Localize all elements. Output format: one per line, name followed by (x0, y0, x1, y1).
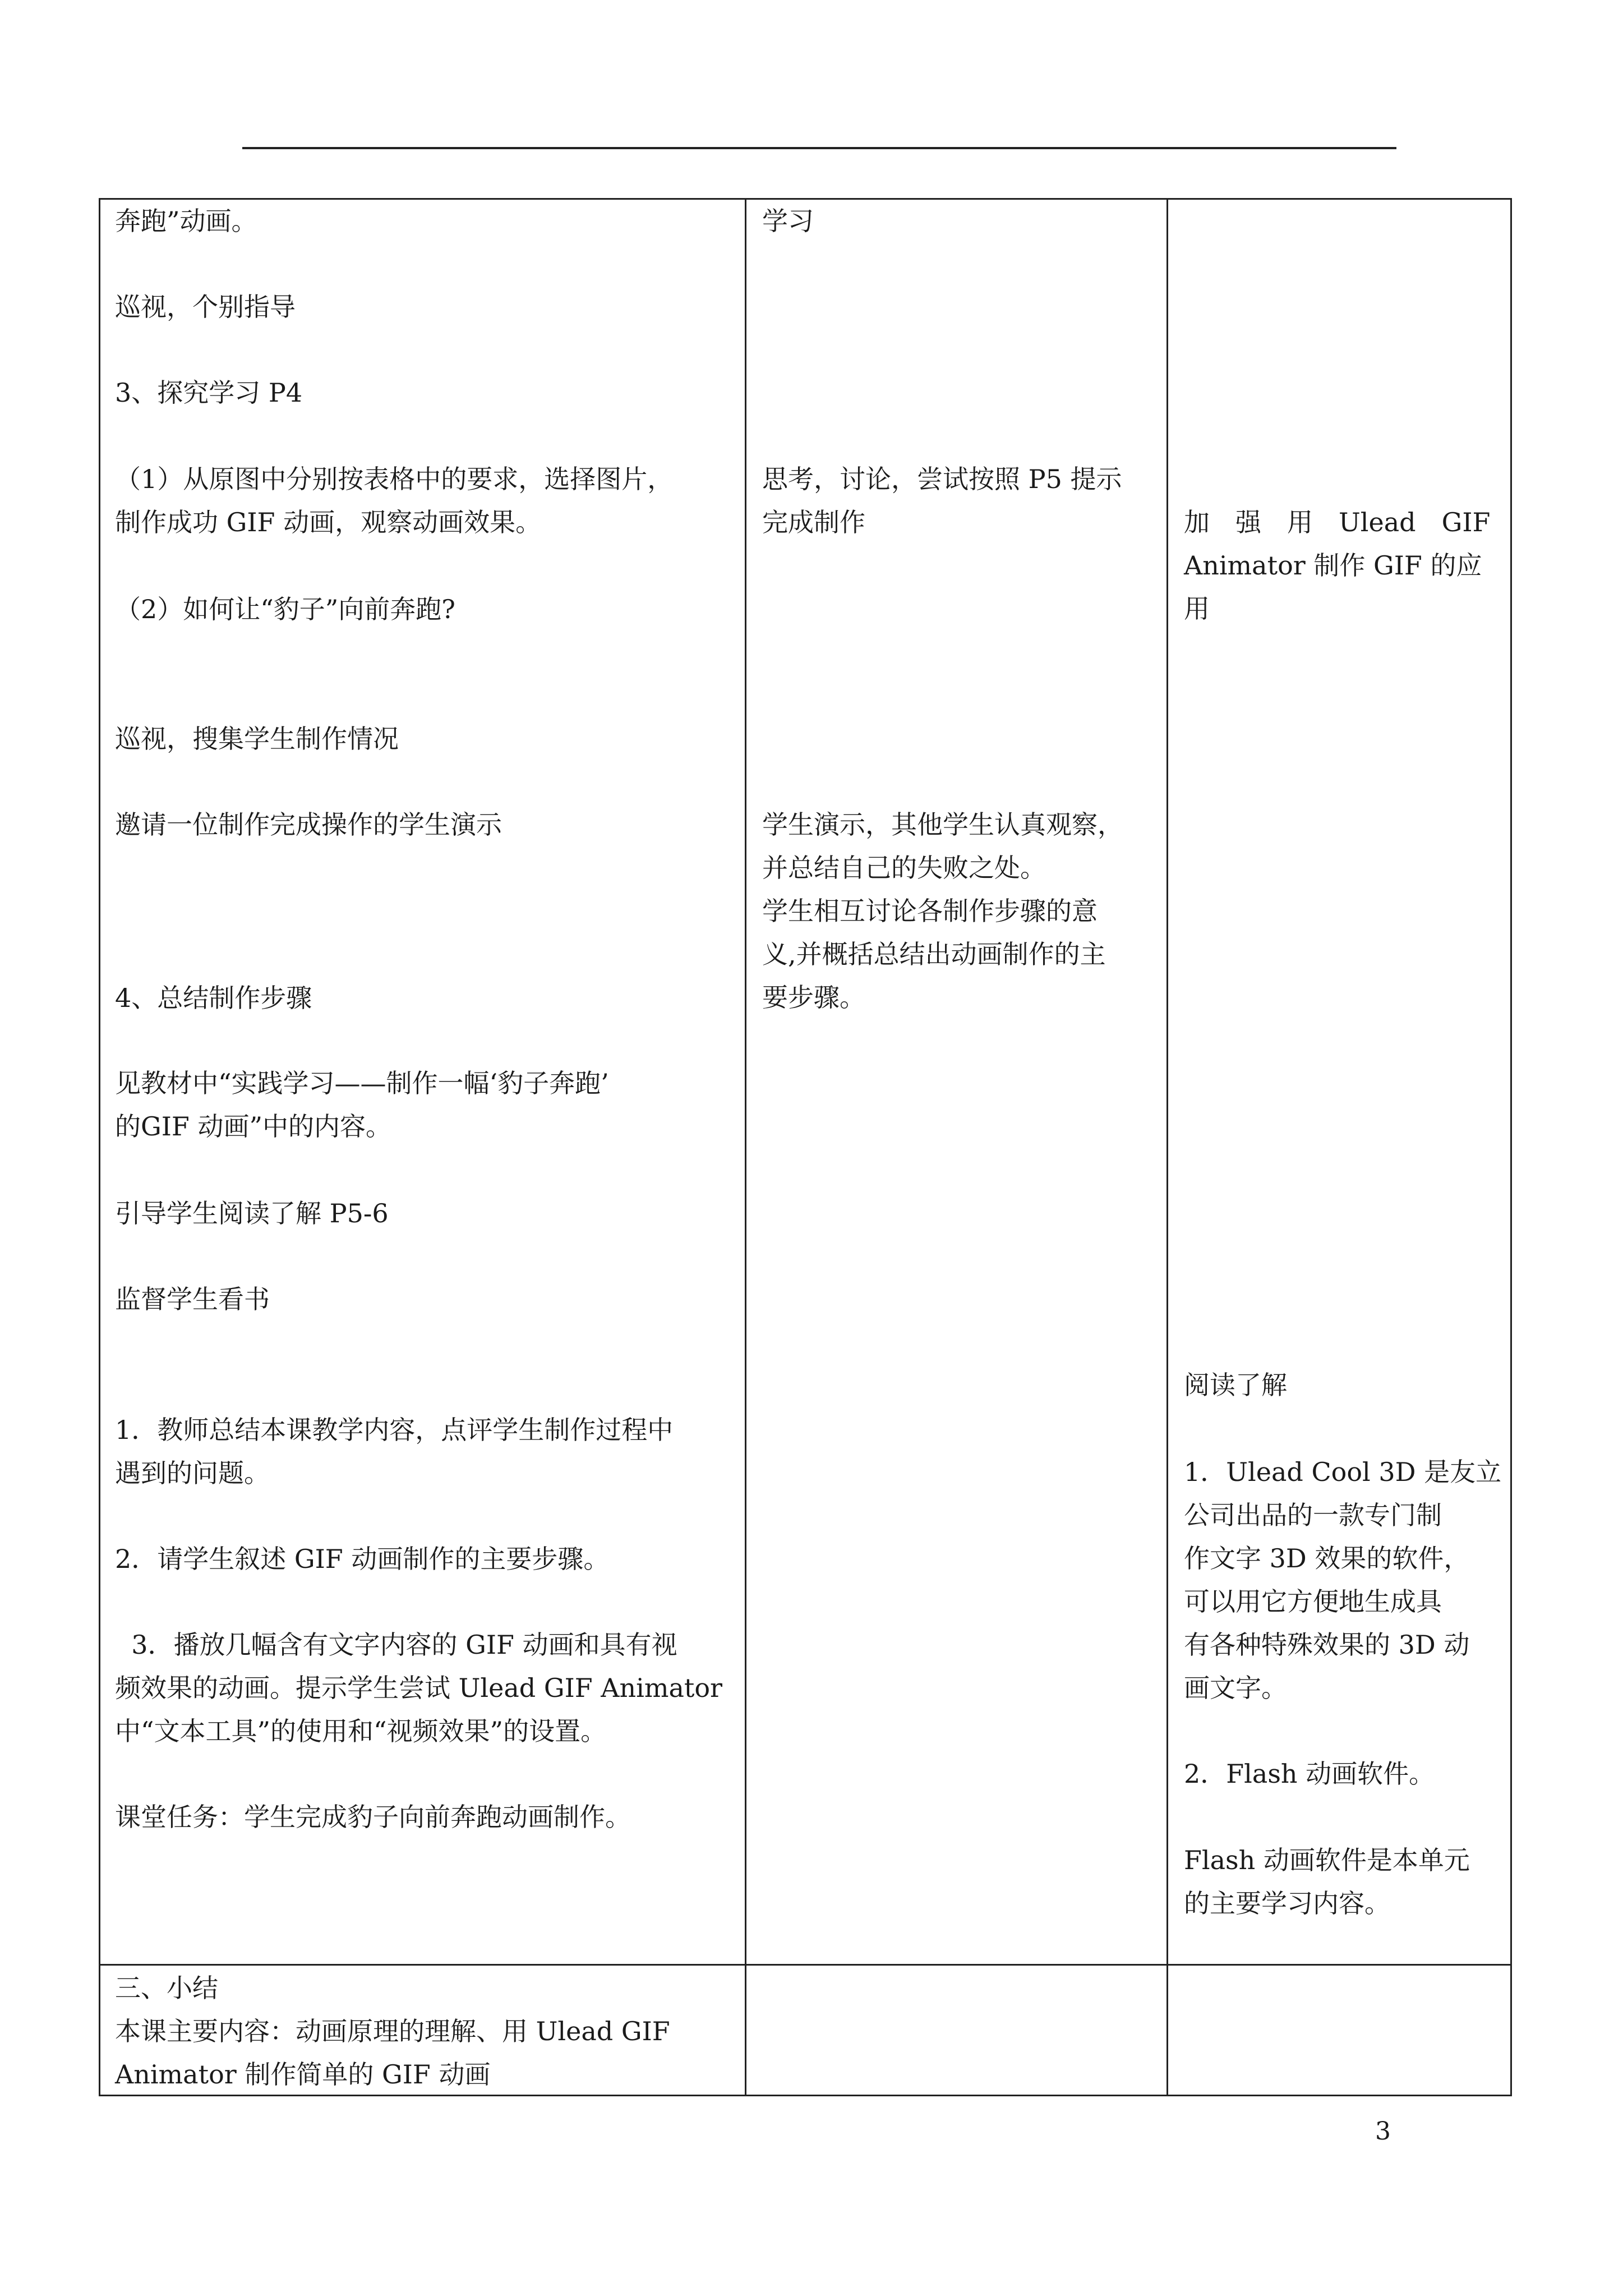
cool3d-line-1: 1．Ulead Cool 3D 是友立 (1184, 1457, 1502, 1487)
point-1-line-2: 遇到的问题。 (115, 1458, 270, 1488)
task-1-line-1: （1）从原图中分别按表格中的要求，选择图片， (115, 464, 674, 494)
student-discuss-line-1: 学生相互讨论各制作步骤的意 (762, 896, 1098, 926)
student-discuss-line-2: 义,并概括总结出动画制作的主 (762, 939, 1106, 969)
summary-row-divider (100, 1964, 1510, 1966)
header-rule (242, 147, 1396, 149)
point-3-line-1: 3．播放几幅含有文字内容的 GIF 动画和具有视 (115, 1630, 677, 1660)
point-3-line-2: 频效果的动画。提示学生尝试 Ulead GIF Animator (115, 1673, 723, 1703)
read-understand: 阅读了解 (1184, 1370, 1287, 1400)
student-discuss-line-3: 要步骤。 (762, 982, 865, 1013)
page-number: 3 (1375, 2117, 1391, 2146)
column-divider-2 (1166, 200, 1168, 2095)
column-divider-1 (745, 200, 746, 2095)
summary-content-line-1: 本课主要内容：动画原理的理解、用 Ulead GIF (115, 2016, 670, 2046)
summary-heading: 三、小结 (115, 1973, 218, 2003)
task-2: （2）如何让“豹子”向前奔跑? (115, 594, 455, 624)
flash-line-1: Flash 动画软件是本单元 (1184, 1845, 1470, 1875)
summary-steps-heading: 4、总结制作步骤 (115, 983, 312, 1013)
student-think-line-1: 思考，讨论，尝试按照 P5 提示 (762, 464, 1122, 494)
summary-content-line-2: Animator 制作简单的 GIF 动画 (115, 2059, 491, 2090)
flash-heading: 2．Flash 动画软件。 (1184, 1759, 1435, 1789)
cool3d-line-3: 作文字 3D 效果的软件， (1184, 1543, 1470, 1573)
student-line-1: 学习 (762, 206, 814, 236)
lesson-table (99, 198, 1512, 2096)
invite-demo: 邀请一位制作完成操作的学生演示 (115, 809, 502, 840)
flash-line-2: 的主要学习内容。 (1184, 1888, 1390, 1918)
see-textbook-line-2: 的GIF 动画”中的内容。 (115, 1111, 391, 1142)
see-textbook-line-1: 见教材中“实践学习——制作一幅‘豹子奔跑’ (115, 1068, 609, 1098)
cool3d-line-5: 有各种特殊效果的 3D 动 (1184, 1630, 1470, 1660)
cool3d-line-6: 画文字。 (1184, 1673, 1287, 1703)
guide-reading: 引导学生阅读了解 P5-6 (115, 1198, 389, 1228)
student-think-line-2: 完成制作 (762, 507, 865, 537)
task-1-line-2: 制作成功 GIF 动画，观察动画效果。 (115, 507, 542, 537)
supervise-reading: 监督学生看书 (115, 1284, 270, 1314)
teacher-patrol-2: 巡视，搜集学生制作情况 (115, 724, 399, 754)
teacher-line-1: 奔跑”动画。 (115, 206, 257, 236)
point-2: 2．请学生叙述 GIF 动画制作的主要步骤。 (115, 1544, 610, 1574)
teacher-patrol-1: 巡视，个别指导 (115, 292, 296, 322)
point-1-line-1: 1．教师总结本课教学内容，点评学生制作过程中 (115, 1415, 674, 1445)
strengthen-line-3: 用 (1184, 593, 1210, 624)
point-3-line-3: 中“文本工具”的使用和“视频效果”的设置。 (115, 1716, 607, 1746)
student-demo-line-2: 并总结自己的失败之处。 (762, 853, 1046, 883)
student-demo-line-1: 学生演示，其他学生认真观察， (762, 809, 1123, 840)
cool3d-line-2: 公司出品的一款专门制 (1184, 1500, 1442, 1530)
strengthen-line-1: 加 强 用 Ulead GIF (1184, 507, 1491, 537)
inquiry-heading: 3、探究学习 P4 (115, 378, 303, 408)
cool3d-line-4: 可以用它方便地生成具 (1184, 1586, 1442, 1617)
class-task: 课堂任务：学生完成豹子向前奔跑动画制作。 (115, 1802, 631, 1832)
strengthen-line-2: Animator 制作 GIF 的应 (1184, 550, 1482, 581)
